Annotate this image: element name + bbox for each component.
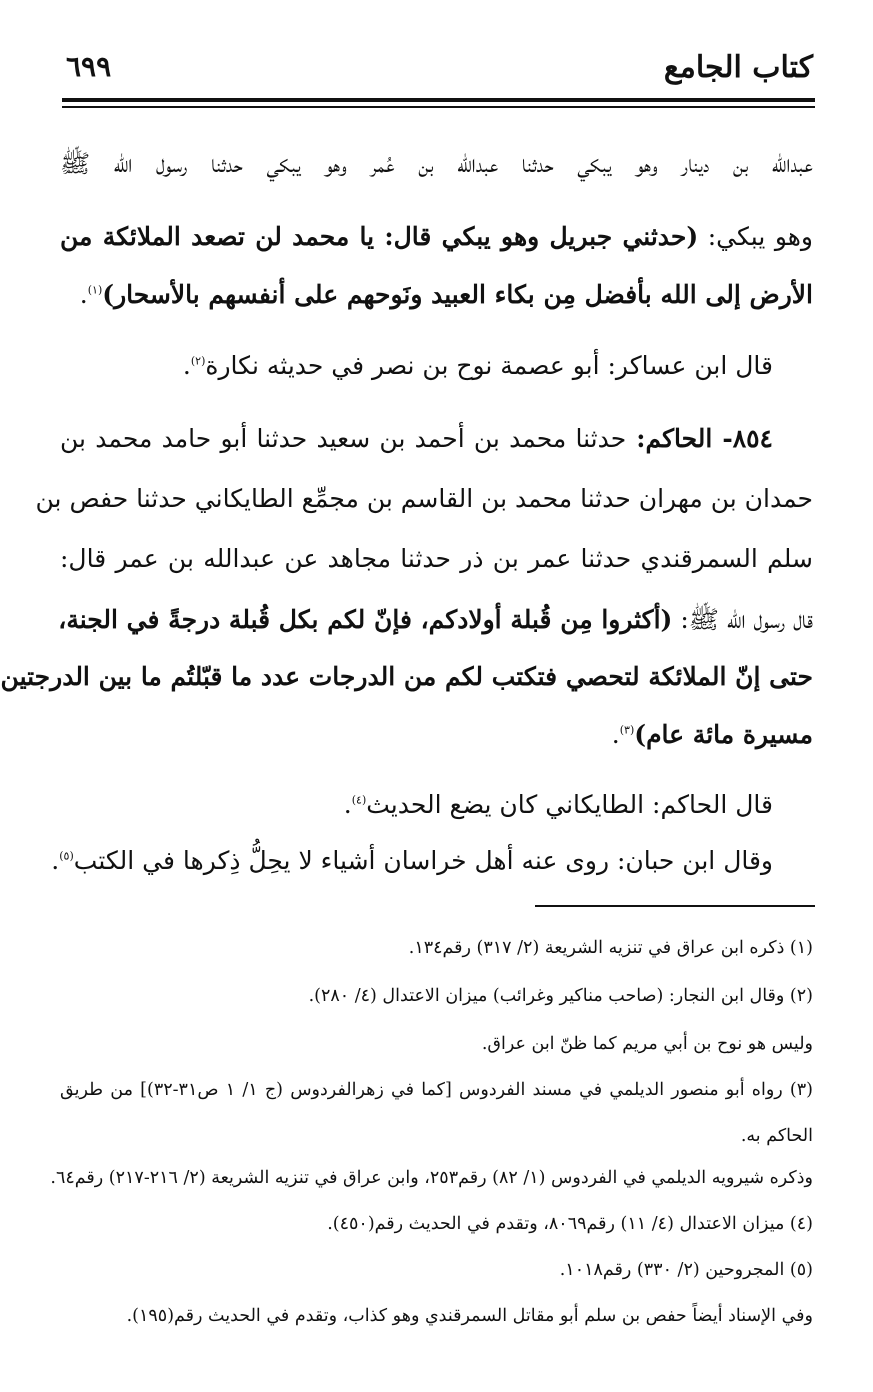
hadith-number-label: ٨٥٤- الحاكم:: [626, 424, 773, 453]
body-line-10: [60, 720, 813, 749]
body-line-11: [60, 790, 773, 819]
footnote-4: (٤) ميزان الاعتدال (٤/ ١١) رقم٨٠٦٩، وتقدم في الحديث رقم(٤٥٠).: [327, 1214, 813, 1234]
footnote-1: (١) ذكره ابن عراق في تنزيه الشريعة (٢/ ٣١٧) رقم١٣٤.: [408, 938, 813, 958]
body-text: سلم السمرقندي حدثنا عمر بن ذر حدثنا مجاهد عن عبدالله بن عمر قال:: [60, 544, 813, 573]
body-text: وقال ابن حبان: روى عنه أهل خراسان أشياء لا يحِلُّ ذِكرها في الكتب: [73, 846, 773, 875]
body-text: قال رسول الله ﷺ:: [672, 605, 813, 634]
body-line-6: [35, 484, 813, 513]
footnote-ref-3[interactable]: (٣): [619, 723, 635, 737]
body-text: حمدان بن مهران حدثنا محمد بن القاسم بن مجمِّع الطايكاني حدثنا حفص بن: [35, 484, 813, 513]
footnote-ref-5[interactable]: (٥): [59, 849, 74, 863]
punctuation: .: [611, 720, 620, 749]
punctuation: .: [79, 280, 88, 309]
body-line-4: [60, 351, 773, 380]
footnote-ref-4[interactable]: (٤): [351, 793, 367, 807]
hadith-text: مسيرة مائة عام): [634, 720, 813, 749]
body-line-1: [60, 148, 813, 185]
running-header-title: كتاب الجامع: [663, 50, 813, 85]
hadith-text: الأرض إلى الله بأفضل مِن بكاء العبيد ونَوحهم على أنفسهم بالأسحار): [102, 280, 813, 309]
footnote-separator: [535, 905, 815, 907]
body-text: عبدالله بن دينار وهو يبكي حدثنا عبدالله بن عُمر وهو يبكي حدثنا رسول الله ﷺ: [60, 149, 813, 178]
footnote-5-continued: وفي الإسناد أيضاً حفص بن سلم أبو مقاتل السمرقندي وهو كذاب، وتقدم في الحديث رقم(١٩٥).: [126, 1306, 813, 1326]
body-text: قال الحاكم: الطايكاني كان يضع الحديث: [366, 790, 773, 819]
body-line-5: [60, 424, 773, 453]
body-line-3: [60, 280, 813, 309]
footnote-2: (٢) وقال ابن النجار: (صاحب مناكير وغرائب) ميزان الاعتدال (٤/ ٢٨٠).: [308, 986, 813, 1006]
body-line-9: [0, 662, 813, 691]
body-text: قال ابن عساكر: أبو عصمة نوح بن نصر في حديثه نكارة: [205, 351, 773, 380]
body-line-7: [60, 544, 813, 573]
footnote-3-continued: الحاكم به.: [740, 1126, 813, 1146]
body-line-2: [60, 222, 813, 251]
punctuation: .: [182, 351, 191, 380]
hadith-text: (أكثروا مِن قُبلة أولادكم، فإنّ لكم بكل قُبلة درجةً في الجنة،: [58, 605, 673, 634]
body-text: وهو يبكي:: [698, 222, 813, 251]
header-rule-thin: [62, 106, 815, 108]
footnote-ref-2[interactable]: (٢): [190, 354, 206, 368]
page-number: ٦٩٩: [66, 50, 112, 83]
body-line-12: [51, 846, 773, 875]
footnote-3: (٣) رواه أبو منصور الديلمي في مسند الفردوس [كما في زهرالفردوس (ج ١/ ١ ص٣١-٣٢)] من طريق: [60, 1080, 813, 1100]
footnote-ref-1[interactable]: (١): [87, 283, 103, 297]
header-rule-thick: [62, 98, 815, 102]
footnote-5: (٥) المجروحين (٢/ ٣٣٠) رقم١٠١٨.: [559, 1260, 813, 1280]
punctuation: .: [51, 846, 60, 875]
hadith-text: حتى إنّ الملائكة لتحصي فتكتب لكم من الدرجات عدد ما قبّلتُم ما بين الدرجتين: [0, 662, 813, 691]
hadith-text: (حدثني جبريل وهو يبكي قال: يا محمد لن تصعد الملائكة من: [60, 222, 699, 251]
footnote-2-continued: وليس هو نوح بن أبي مريم كما ظنّ ابن عراق.: [481, 1034, 813, 1054]
punctuation: .: [343, 790, 352, 819]
body-line-8: [60, 604, 813, 641]
footnote-3-extra: وذكره شيرويه الديلمي في الفردوس (١/ ٨٢) رقم٢٥٣، وابن عراق في تنزيه الشريعة (٢/ ٢١٦-٢١٧) رقم٦٤.: [50, 1168, 813, 1188]
body-text: حدثنا محمد بن أحمد بن سعيد حدثنا أبو حامد محمد بن: [60, 424, 627, 453]
